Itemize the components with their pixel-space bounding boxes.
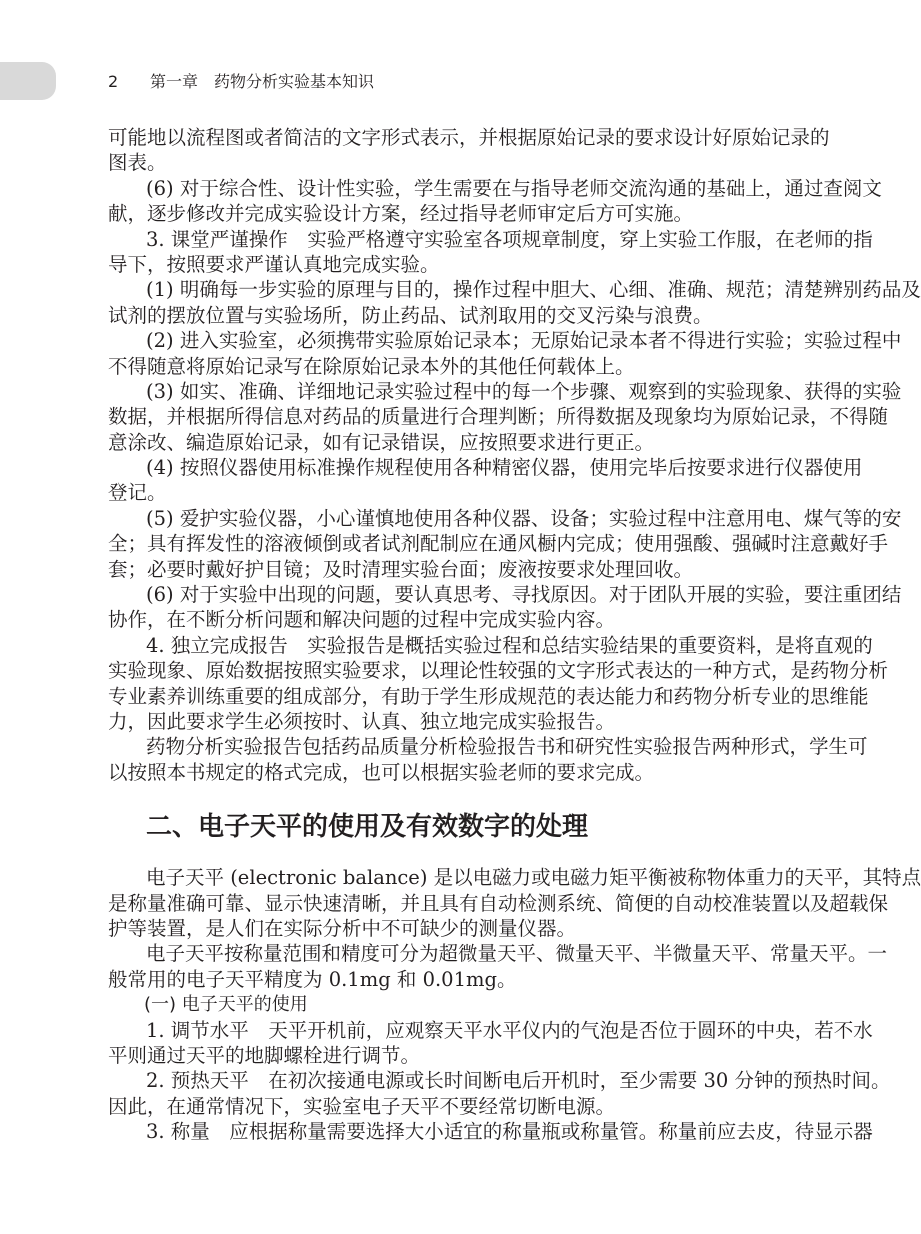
- paragraph: [108, 328, 902, 379]
- paragraph: [108, 941, 888, 992]
- paragraph: [108, 379, 902, 455]
- text-line: 2. 预热天平 在初次接通电源或长时间断电后开机时，至少需要 30 分钟的预热时间。: [146, 1069, 891, 1093]
- paragraph: [108, 582, 902, 633]
- paragraph: [108, 125, 830, 176]
- paragraph: [108, 277, 921, 328]
- text-line: (5) 爱护实验仪器，小心谨慎地使用各种仪器、设备；实验过程中注意用电、煤气等的安: [146, 506, 902, 530]
- text-line: 1. 调节水平 天平开机前，应观察天平水平仪内的气泡是否位于圆环的中央，若不水: [146, 1018, 873, 1042]
- paragraph: [108, 734, 868, 785]
- text-line: 电子天平按称量范围和精度可分为超微量天平、微量天平、半微量天平、常量天平。一: [146, 942, 888, 966]
- text-line: (4) 按照仪器使用标准操作规程使用各种精密仪器，使用完毕后按要求进行仪器使用: [146, 456, 863, 480]
- text-line: 3. 称量 应根据称量需要选择大小适宜的称量瓶或称量管。称量前应去皮，待显示器: [146, 1120, 873, 1144]
- text-line: (1) 明确每一步实验的原理与目的，操作过程中胆大、心细、准确、规范；清楚辨别药品及: [146, 278, 921, 302]
- text-line: 意涂改、编造原始记录，如有记录错误，应按照要求进行更正。: [108, 430, 655, 454]
- paragraph: [108, 1119, 873, 1144]
- text-line: 登记。: [108, 481, 167, 505]
- text-line: 电子天平 (electronic balance) 是以电磁力或电磁力矩平衡被称物体重力的天平，其特点: [146, 866, 921, 890]
- text-line: 图表。: [108, 151, 167, 175]
- text-line: 力，因此要求学生必须按时、认真、独立地完成实验报告。: [108, 709, 616, 733]
- paragraph: [108, 1018, 873, 1069]
- text-line: 3. 课堂严谨操作 实验严格遵守实验室各项规章制度，穿上实验工作服，在老师的指: [146, 227, 873, 251]
- text-line: 是称量准确可靠、显示快速清晰，并且具有自动检测系统、简便的自动校准装置以及超载保: [108, 891, 889, 915]
- text-line: 护等装置，是人们在实际分析中不可缺少的测量仪器。: [108, 916, 577, 940]
- text-line: 不得随意将原始记录写在除原始记录本外的其他任何载体上。: [108, 354, 635, 378]
- text-line: (3) 如实、准确、详细地记录实验过程中的每一个步骤、观察到的实验现象、获得的实验: [146, 379, 902, 403]
- paragraph: [108, 633, 889, 735]
- running-header: [108, 70, 374, 94]
- page-body: [108, 125, 921, 1144]
- paragraph: [108, 227, 873, 278]
- text-line: 协作，在不断分析问题和解决问题的过程中完成实验内容。: [108, 608, 616, 632]
- paragraph: [108, 1068, 891, 1119]
- text-line: (6) 对于实验中出现的问题，要认真思考、寻找原因。对于团队开展的实验，要注重团结: [146, 583, 902, 607]
- text-line: 般常用的电子天平精度为 0.1mg 和 0.01mg。: [108, 967, 517, 991]
- text-line: 献，逐步修改并完成实验设计方案，经过指导老师审定后方可实施。: [108, 202, 694, 226]
- body-section-b: [108, 865, 921, 992]
- text-line: 4. 独立完成报告 实验报告是概括实验过程和总结实验结果的重要资料，是将直观的: [146, 633, 873, 657]
- paragraph: [108, 176, 882, 227]
- text-line: 以按照本书规定的格式完成，也可以根据实验老师的要求完成。: [108, 760, 655, 784]
- chapter-title: 第一章 药物分析实验基本知识: [150, 72, 375, 91]
- subsection-heading: (一) 电子天平的使用: [144, 994, 308, 1016]
- section-heading: 二、电子天平的使用及有效数字的处理: [146, 812, 589, 843]
- paragraph: [108, 506, 902, 582]
- text-line: (6) 对于综合性、设计性实验，学生需要在与指导老师交流沟通的基础上，通过查阅文: [146, 176, 882, 200]
- text-line: 试剂的摆放位置与实验场所，防止药品、试剂取用的交叉污染与浪费。: [108, 303, 713, 327]
- text-line: (2) 进入实验室，必须携带实验原始记录本；无原始记录本者不得进行实验；实验过程中: [146, 329, 902, 353]
- text-line: 因此，在通常情况下，实验室电子天平不要经常切断电源。: [108, 1094, 616, 1118]
- body-section-c: [108, 1018, 891, 1145]
- text-line: 平则通过天平的地脚螺栓进行调节。: [108, 1043, 421, 1067]
- text-line: 药物分析实验报告包括药品质量分析检验报告书和研究性实验报告两种形式，学生可: [146, 735, 868, 759]
- page-tab-marker: [0, 62, 56, 100]
- text-line: 导下，按照要求严谨认真地完成实验。: [108, 252, 440, 276]
- text-line: 实验现象、原始数据按照实验要求，以理论性较强的文字形式表达的一种方式，是药物分析: [108, 659, 889, 683]
- paragraph: [108, 865, 921, 941]
- body-section-a: [108, 125, 921, 785]
- text-line: 全；具有挥发性的溶液倾倒或者试剂配制应在通风橱内完成；使用强酸、强碱时注意戴好手: [108, 532, 889, 556]
- text-line: 可能地以流程图或者简洁的文字形式表示，并根据原始记录的要求设计好原始记录的: [108, 126, 830, 149]
- page-number: 2: [108, 72, 119, 91]
- text-line: 数据，并根据所得信息对药品的质量进行合理判断；所得数据及现象均为原始记录，不得随: [108, 405, 889, 429]
- text-line: 套；必要时戴好护目镜；及时清理实验台面；废液按要求处理回收。: [108, 557, 694, 581]
- text-line: 专业素养训练重要的组成部分，有助于学生形成规范的表达能力和药物分析专业的思维能: [108, 684, 869, 708]
- paragraph: [108, 455, 863, 506]
